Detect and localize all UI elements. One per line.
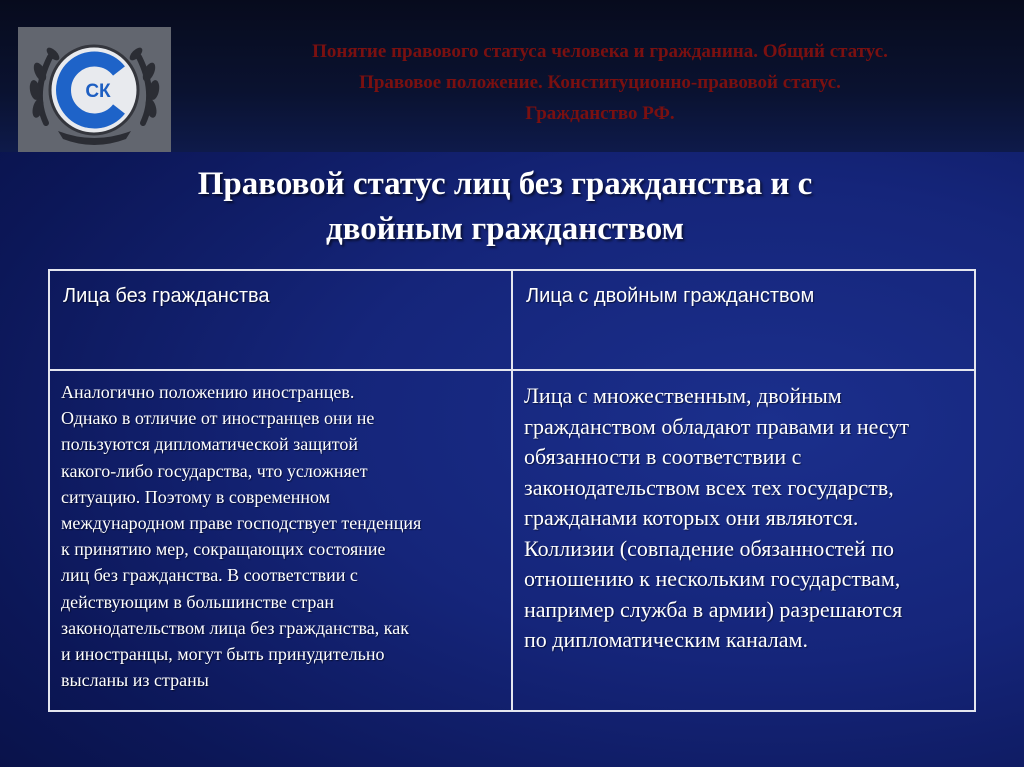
header-cell-stateless: Лица без гражданства — [49, 270, 512, 370]
logo-text: СК — [85, 81, 111, 102]
text-line: к принятию мер, сокращающих состояние — [61, 539, 386, 560]
text-line: гражданами которых они являются. — [524, 505, 859, 530]
slide-title-line: Правовой статус лиц без гражданства и с — [197, 166, 813, 202]
slide-title-line: двойным гражданством — [325, 211, 685, 247]
comparison-table — [48, 269, 976, 712]
text-line: какого-либо государства, что усложняет — [61, 460, 368, 481]
header-title-line: Гражданство РФ. — [525, 103, 675, 124]
table-header-row — [49, 270, 975, 370]
text-line: лиц без гражданства. В соответствии с — [61, 565, 358, 586]
table-row — [49, 370, 975, 711]
text-line: например служба в армии) разрешаются — [524, 596, 903, 622]
header-title-line: Правовое положение. Конституционно-правовой статус. — [359, 72, 841, 93]
header-cell-dual-citizenship: Лица с двойным гражданством — [512, 270, 975, 370]
text-line: Коллизии (совпадение обязанностей по — [524, 535, 895, 561]
slide-title — [40, 162, 970, 252]
header-title — [200, 36, 1000, 129]
header-title-line: Понятие правового статуса человека и гражданина. Общий статус. — [312, 41, 888, 62]
text-line: Лица с множественным, двойным — [524, 383, 842, 408]
text-line: действующим в большинстве стран — [61, 591, 335, 612]
logo — [18, 27, 171, 152]
cell-stateless-description — [49, 370, 512, 711]
text-line: пользуются дипломатической защитой — [61, 434, 359, 455]
text-line: обязанности в соответствии с — [524, 444, 802, 469]
text-line: международном праве господствует тенденция — [61, 513, 422, 534]
text-line: Однако в отличие от иностранцев они не — [61, 408, 375, 429]
text-line: и иностранцы, могут быть принудительно — [61, 644, 385, 665]
text-line: высланы из страны — [61, 670, 209, 691]
logo-emblem — [18, 27, 171, 152]
cell-dual-citizenship-description — [512, 370, 975, 711]
text-line: по дипломатическим каналам. — [524, 627, 808, 652]
text-line: законодательством всех тех государств, — [524, 474, 894, 500]
text-line: Аналогично положению иностранцев. — [61, 382, 355, 402]
text-line: законодательством лица без гражданства, как — [61, 617, 409, 638]
text-line: ситуацию. Поэтому в современном — [61, 486, 331, 507]
text-line: гражданством обладают правами и несут — [524, 413, 909, 439]
text-line: отношению к нескольким государствам, — [524, 566, 901, 591]
